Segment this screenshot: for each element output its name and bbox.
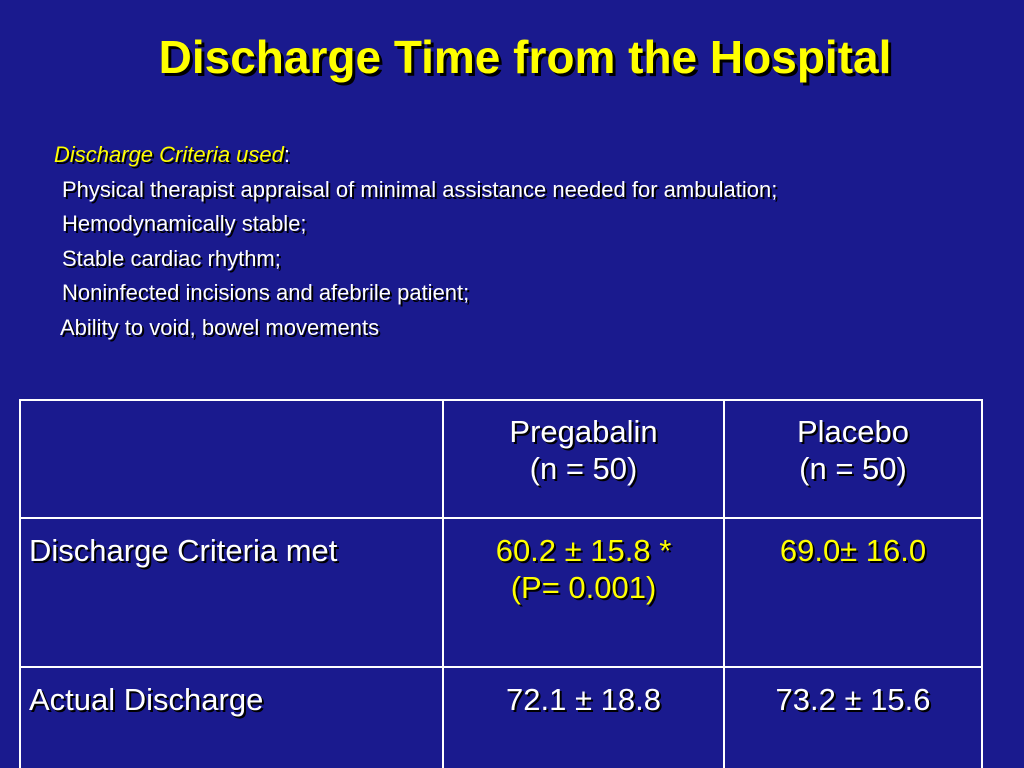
header-cell-pregabalin [443,400,724,518]
criteria-item: Hemodynamically stable; [62,211,307,236]
value-actual-discharge-placebo: 73.2 ± 15.6 [775,682,931,717]
table-header-row [20,400,982,518]
discharge-criteria-list [54,138,777,345]
criteria-heading-colon: : [283,142,290,167]
header-placebo-n: (n = 50) [799,451,907,486]
header-cell-placebo [724,400,982,518]
cell-criteria-met-pregabalin [443,518,724,667]
row-label-actual-discharge: Actual Discharge [20,667,443,768]
criteria-item: Noninfected incisions and afebrile patient; [62,280,470,305]
value-criteria-met-pregabalin: 60.2 ± 15.8 * [495,533,672,568]
criteria-item: Physical therapist appraisal of minimal assistance needed for ambulation; [62,176,778,202]
header-pregabalin-name: Pregabalin [509,414,658,449]
cell-criteria-met-placebo [724,518,982,667]
value-criteria-met-placebo: 69.0± 16.0 [779,533,927,568]
discharge-time-table [19,399,983,768]
table-row [20,518,982,667]
cell-actual-discharge-pregabalin [443,667,724,768]
cell-actual-discharge-placebo [724,667,982,768]
header-pregabalin-n: (n = 50) [529,451,638,486]
criteria-heading [54,138,777,173]
p-value-criteria-met: (P= 0.001) [510,570,657,605]
header-placebo-name: Placebo [796,414,910,449]
criteria-item: Stable cardiac rhythm; [62,245,281,271]
table-row [20,667,982,768]
criteria-item: Ability to void, bowel movements [60,314,380,340]
header-cell-empty [20,400,443,518]
row-label-criteria-met: Discharge Criteria met [20,518,443,667]
value-actual-discharge-pregabalin: 72.1 ± 18.8 [506,682,661,717]
criteria-heading-text: Discharge Criteria used [54,142,284,167]
slide-title: Discharge Time from the Hospital [158,31,892,83]
